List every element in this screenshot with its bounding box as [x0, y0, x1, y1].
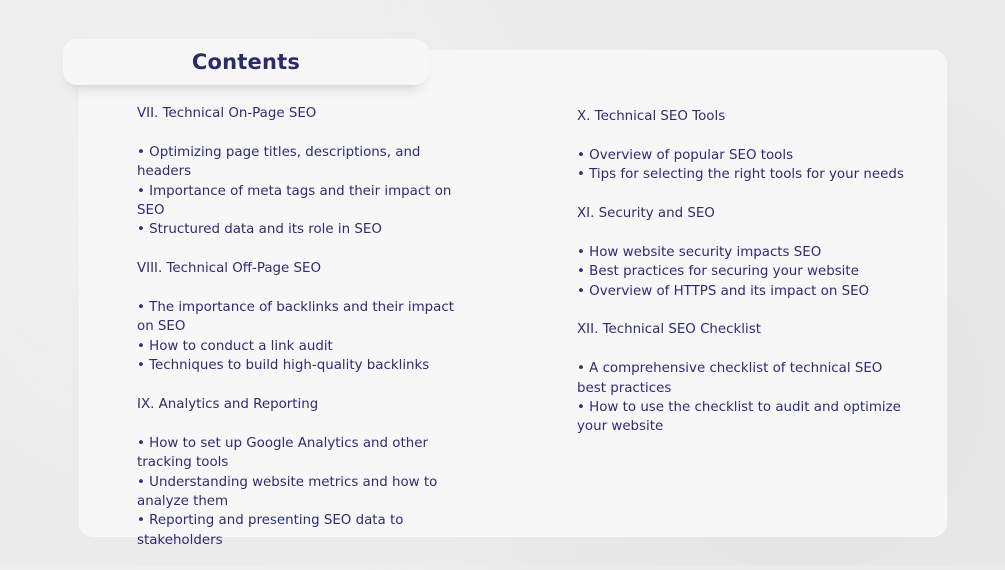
- bullet-item: • Techniques to build high-quality backlinks: [137, 358, 430, 374]
- bullet-item: • How to set up Google Analytics and other tracking tools: [137, 435, 428, 471]
- section-heading: XI. Security and SEO: [577, 206, 715, 221]
- bullet-item: • Structured data and its role in SEO: [137, 222, 382, 238]
- page-title: Contents: [191, 50, 301, 74]
- section-heading: VIII. Technical Off-Page SEO: [137, 261, 322, 277]
- title-tab: [63, 39, 429, 85]
- section-technical-off-page-seo: [137, 259, 462, 375]
- section-technical-on-page-seo: [137, 104, 462, 240]
- bullet-item: • How to use the checklist to audit and optimize your website: [577, 400, 901, 435]
- section-security-and-seo: [577, 204, 907, 301]
- section-technical-seo-checklist: [577, 320, 907, 436]
- right-column: [577, 107, 907, 456]
- bullet-item: • Overview of popular SEO tools: [577, 147, 794, 163]
- bullet-item: • How to conduct a link audit: [137, 338, 333, 354]
- section-technical-seo-tools: [577, 107, 907, 185]
- section-heading: X. Technical SEO Tools: [577, 109, 726, 124]
- bullet-item: • Best practices for securing your website: [577, 264, 859, 280]
- bullet-item: • A comprehensive checklist of technical SEO best practices: [577, 361, 883, 396]
- section-heading: XII. Technical SEO Checklist: [577, 322, 761, 338]
- bullet-item: • Understanding website metrics and how to analyze them: [137, 474, 438, 510]
- bullet-item: • Reporting and presenting SEO data to stakeholders: [137, 513, 404, 548]
- section-heading: VII. Technical On-Page SEO: [137, 106, 317, 121]
- bullet-item: • Optimizing page titles, descriptions, and headers: [137, 144, 421, 180]
- bullet-item: • Overview of HTTPS and its impact on SEO: [577, 283, 870, 299]
- left-column: [137, 104, 462, 570]
- section-analytics-and-reporting: [137, 395, 462, 550]
- bullet-item: • Tips for selecting the right tools for your needs: [577, 167, 904, 183]
- bullet-item: • How website security impacts SEO: [577, 244, 822, 260]
- bullet-item: • Importance of meta tags and their impact on SEO: [137, 183, 452, 219]
- section-heading: IX. Analytics and Reporting: [137, 397, 319, 413]
- bullet-item: • The importance of backlinks and their impact on SEO: [137, 300, 454, 335]
